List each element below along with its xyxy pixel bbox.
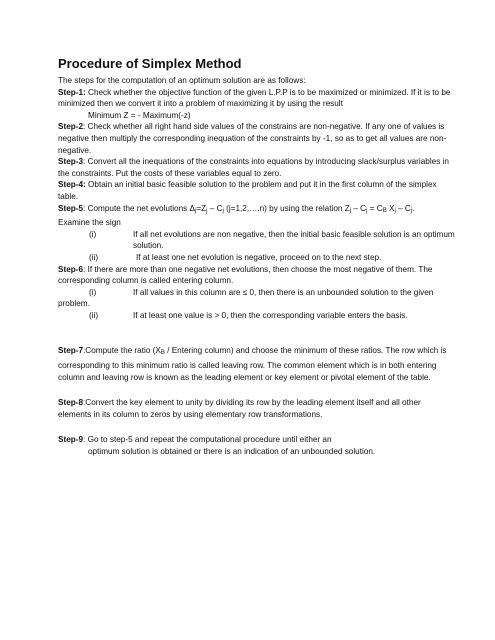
step-1-formula: Minimum Z = - Maximum(-z) bbox=[88, 110, 191, 120]
step-5-text-b: =Z bbox=[196, 203, 207, 213]
step-5-sub: j bbox=[410, 207, 413, 214]
step-5-text-h: – C bbox=[395, 203, 411, 213]
step-5-sub: j bbox=[222, 207, 224, 214]
step-5-sub: B bbox=[382, 207, 387, 214]
spacer bbox=[58, 383, 455, 397]
step-6-item-ii bbox=[58, 310, 455, 322]
step-3-label: Step-3 bbox=[58, 157, 84, 167]
step-1-text: Check whether the objective function of the given L.P.P is to be maximized or minimized. If it is to be minimized then we convert it into a problem of maximizing it by using the result bbox=[58, 87, 451, 109]
step-5-sub: j bbox=[206, 207, 208, 214]
step-4 bbox=[58, 179, 455, 202]
step-5-text-f: = C bbox=[367, 203, 383, 213]
spacer bbox=[58, 321, 455, 335]
step-8 bbox=[58, 397, 455, 420]
step-2-text: : Check whether all right hand side values of the constrains are non-negative. If any one of values is negative then multiply the corresponding inequation of the constraints by -1, so as to get all values are non-negative. bbox=[58, 122, 447, 155]
step-5-text-i: . bbox=[412, 203, 415, 213]
step-4-label: Step-4: bbox=[58, 180, 86, 190]
step-5-sub: j bbox=[349, 207, 352, 214]
step-2-label: Step-2 bbox=[58, 122, 84, 132]
step-5-sub: j bbox=[366, 207, 368, 214]
step-8-label: Step-8 bbox=[58, 398, 84, 408]
step-5-sub: j bbox=[195, 207, 197, 214]
item-number: (i) bbox=[89, 287, 97, 297]
step-5-label: Step-5 bbox=[58, 203, 84, 213]
step-6-label: Step-6 bbox=[58, 264, 84, 274]
step-7-sub: B bbox=[160, 350, 165, 357]
step-3 bbox=[58, 156, 455, 179]
step-4-text: Obtain an initial basic feasible solution to the problem and put it in the first column of the simplex table. bbox=[58, 180, 437, 201]
spacer bbox=[58, 335, 455, 345]
item-text: If at least one value is > 0, then the corresponding variable enters the basis. bbox=[133, 310, 408, 320]
step-6-text: : If there are more than one negative net evolutions, then choose the most negative of them. The corresponding column is called entering column. bbox=[58, 264, 433, 286]
page-title: Procedure of Simplex Method bbox=[58, 56, 242, 71]
intro-text: The steps for the computation of an optimum solution are as follows: bbox=[58, 76, 306, 85]
step-5-text-d: (j=1,2,….n) by using the relation Z bbox=[223, 203, 350, 213]
item-number: (ii) bbox=[89, 310, 99, 320]
spacer bbox=[58, 420, 455, 434]
step-1-label: Step-1: bbox=[58, 87, 86, 97]
item-number: (i) bbox=[89, 229, 97, 239]
step-5-text-e: – C bbox=[351, 203, 367, 213]
step-6-item-i bbox=[58, 287, 455, 310]
step-3-text: : Convert all the inequations of the constraints into equations by introducing slack/surplus variables in the constraints. Put the costs of these variables equal to zero. bbox=[58, 157, 449, 178]
step-5 bbox=[58, 203, 455, 218]
item-text: If all values in this column are ≤ 0, then there is an unbounded solution to the given problem. bbox=[58, 287, 434, 309]
item-number: (ii) bbox=[89, 252, 99, 262]
step-5-text-g: X bbox=[386, 203, 395, 213]
step-5-item-ii bbox=[58, 252, 455, 264]
step-1 bbox=[58, 87, 455, 110]
step-9-text: : Go to step-5 and repeat the computational procedure until either an bbox=[83, 435, 332, 445]
item-text: If at least one net evolution is negative, proceed on to the next step. bbox=[136, 252, 382, 262]
step-5-sub: j bbox=[394, 207, 396, 214]
step-5-examine: Examine the sign bbox=[58, 218, 121, 228]
step-5-text-c: – C bbox=[207, 203, 223, 213]
step-9-continuation: optimum solution is obtained or there is an indication of an unbounded solution. bbox=[88, 447, 376, 457]
step-5-item-i bbox=[58, 229, 455, 252]
step-9 bbox=[58, 434, 455, 446]
step-2 bbox=[58, 121, 455, 156]
step-7 bbox=[58, 345, 455, 383]
step-7-text-b: / Entering column) and choose the minimum of these ratios. The row which is corresponding to this minimum ratio is called leaving row. The common element which is in both entering column and leaving row is known as the leading element or key element or pivotal element of the table. bbox=[58, 346, 447, 382]
step-8-text: :Convert the key element to unity by dividing its row by the leading element itself and all other elements in its column to zeros by using elementary row transformations. bbox=[58, 398, 421, 419]
step-6 bbox=[58, 264, 455, 287]
step-9-label: Step-9 bbox=[58, 435, 84, 445]
item-text: If all net evolutions are non negative, then the initial basic feasible solution is an optimum solution. bbox=[132, 229, 455, 251]
step-7-label: Step-7 bbox=[58, 346, 84, 356]
step-5-text-a: : Compute the net evolutions Δ bbox=[83, 203, 196, 213]
step-7-text-a: :Compute the ratio (X bbox=[83, 346, 161, 356]
